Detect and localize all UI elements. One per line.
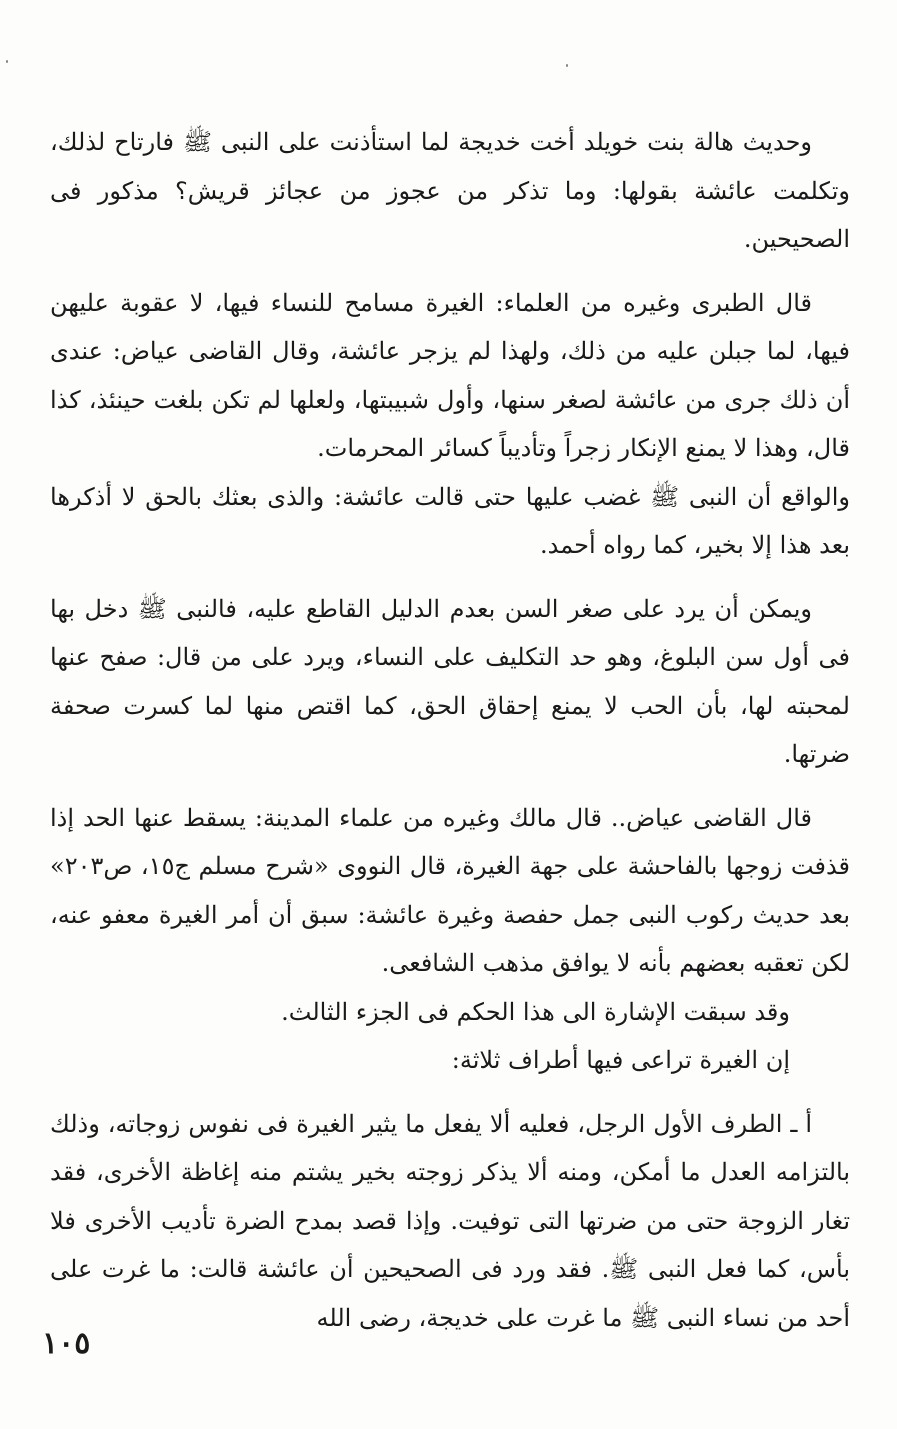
paragraph-three-parties: إن الغيرة تراعى فيها أطراف ثلاثة: [451, 1046, 790, 1074]
paragraph-first-party-man: أ ـ الطرف الأول الرجل، فعليه ألا يفعل ما يثير الغيرة فى نفوس زوجاته، وذلك بالتزامه العدل ما أمكن، ومنه ألا يذكر زوجته بخير يشتم منه إغاظة الأخرى، فقد تغار الزوجة حتى من ضرتها التى توفيت. وإذا قصد بمدح الضرة تأديب الأخرى فلا بأس، كما فعل النبى ﷺ. فقد ورد فى الصحيحين أن عائشة قالت: ما غرت على أحد من نساء النبى ﷺ ما غرت على خديجة، رضى الله [50, 1109, 850, 1332]
scan-speck [6, 60, 8, 63]
paragraph-age-argument: ويمكن أن يرد على صغر السن بعدم الدليل القاطع عليه، فالنبى ﷺ دخل بها فى أول سن البلوغ، وهو حد التكليف على النساء، ويرد على من قال: صفح عنها لمحبته لها، بأن الحب لا يمنع إحقاق الحق، كما اقتص منها لما كسرت صحفة ضرتها. [50, 594, 850, 768]
main-text [50, 118, 850, 1342]
page-number: ١٠٥ [42, 1326, 91, 1361]
scan-speck [566, 64, 568, 67]
paragraph-qadi-iyad: قال القاضى عياض.. قال مالك وغيره من علماء المدينة: يسقط عنها الحد إذا قذفت زوجها بالفاحشة على جهة الغيرة، قال النووى «شرح مسلم ج١٥، ص٢٠٣» بعد حديث ركوب النبى جمل حفصة وغيرة عائشة: سبق أن أمر الغيرة معفو عنه، لكن تعقبه بعضهم بأنه لا يوافق مذهب الشافعى. [50, 803, 851, 977]
paragraph-prophet-anger: والواقع أن النبى ﷺ غضب عليها حتى قالت عائشة: والذى بعثك بالحق لا أذكرها بعد هذا إلا بخير، كما رواه أحمد. [50, 482, 851, 559]
paragraph-hala-hadith: وحديث هالة بنت خويلد أخت خديجة لما استأذنت على النبى ﷺ فارتاح لذلك، وتكلمت عائشة بقولها: وما تذكر من عجوز من عجائز قريش؟ مذكور فى الصحيحين. [50, 128, 850, 253]
paragraph-earlier-reference: وقد سبقت الإشارة الى هذا الحكم فى الجزء الثالث. [281, 997, 790, 1026]
paragraph-tabari-opinion: قال الطبرى وغيره من العلماء: الغيرة مسامح للنساء فيها، لا عقوبة عليهن فيها، لما جبلن عليه من ذلك، ولهذا لم يزجر عائشة، وقال القاضى عياض: عندى أن ذلك جرى من عائشة لصغر سنها، وأول شبيبتها، ولعلها لم تكن بلغت حينئذ، كذا قال، وهذا لا يمنع الإنكار زجراً وتأديباً كسائر المحرمات. [50, 288, 850, 462]
